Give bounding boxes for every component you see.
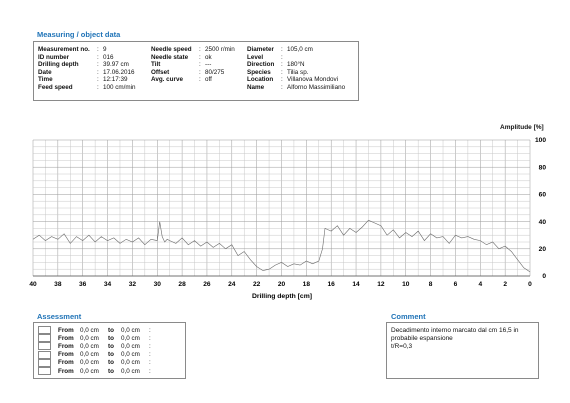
assessment-from-label: From <box>58 326 74 334</box>
meta-label: Drilling depth <box>38 61 79 69</box>
assessment-checkbox[interactable] <box>38 342 51 350</box>
x-tick-label: 8 <box>428 281 433 288</box>
assessment-colon: : <box>149 334 151 342</box>
meta-value: 100 cm/min <box>103 83 136 91</box>
x-axis-label: Drilling depth [cm] <box>251 293 313 300</box>
x-tick-label: 4 <box>478 281 483 288</box>
assessment-colon: : <box>149 326 151 334</box>
assessment-row <box>38 351 155 359</box>
comment-section-title: Comment <box>391 312 426 321</box>
assessment-to-value: 0,0 cm <box>121 359 140 367</box>
x-tick-label: 36 <box>79 281 87 288</box>
assessment-from-value: 0,0 cm <box>80 342 99 350</box>
assessment-checkbox[interactable] <box>38 367 51 375</box>
meta-label: Date <box>38 68 52 76</box>
meta-label: Location <box>247 76 274 84</box>
assessment-from-value: 0,0 cm <box>80 326 99 334</box>
meta-value: ok <box>205 53 212 61</box>
meta-label: Needle state <box>151 53 189 61</box>
assessment-row <box>38 359 155 367</box>
meta-label: Time <box>38 76 53 84</box>
x-tick-label: 26 <box>203 281 211 288</box>
measuring-section-title: Measuring / object data <box>37 30 121 39</box>
meta-label: Offset <box>151 68 170 76</box>
assessment-row <box>38 342 155 350</box>
assessment-to-label: to <box>108 334 114 342</box>
meta-label: Level <box>247 53 264 61</box>
meta-label: Species <box>247 68 271 76</box>
meta-label: Needle speed <box>151 46 192 53</box>
comment-box <box>386 322 539 379</box>
meta-row: ID number : 016 <box>38 53 114 61</box>
x-tick-label: 0 <box>528 281 532 288</box>
assessment-to-label: to <box>108 351 114 359</box>
meta-value: 39.97 cm <box>103 61 129 69</box>
assessment-checkbox[interactable] <box>38 359 51 367</box>
assessment-to-label: to <box>108 359 114 367</box>
assessment-from-label: From <box>58 342 74 350</box>
assessment-colon: : <box>149 367 151 375</box>
meta-label: Name <box>247 83 265 91</box>
meta-row: Drilling depth : 39.97 cm <box>38 61 129 69</box>
x-tick-label: 28 <box>178 281 186 288</box>
measuring-col-1 <box>38 46 136 92</box>
assessment-to-label: to <box>108 342 114 350</box>
assessment-row <box>38 334 155 342</box>
meta-value: 12:17:39 <box>103 76 128 84</box>
x-tick-label: 14 <box>352 281 360 288</box>
meta-label: Direction <box>247 61 275 69</box>
x-tick-label: 34 <box>103 281 112 288</box>
assessment-to-value: 0,0 cm <box>121 342 140 350</box>
x-tick-label: 10 <box>402 281 410 288</box>
measuring-col-3 <box>247 46 345 92</box>
meta-row: Level : <box>247 53 283 61</box>
meta-row: Name : Alforno Massimiliano <box>247 83 346 91</box>
x-tick-label: 24 <box>228 281 236 288</box>
assessment-colon: : <box>149 359 151 367</box>
meta-label: Measurement no. <box>38 46 90 53</box>
assessment-from-value: 0,0 cm <box>80 367 99 375</box>
x-tick-label: 30 <box>153 281 161 288</box>
assessment-colon: : <box>149 351 151 359</box>
meta-value: Villanova Mondovi <box>287 76 338 84</box>
y-tick-label: 100 <box>534 137 546 145</box>
x-tick-label: 18 <box>302 281 311 288</box>
meta-row: Feed speed : 100 cm/min <box>38 83 136 91</box>
y-axis-label: Amplitude [%] <box>500 124 544 131</box>
comment-text: Decadimento interno marcato dal cm 16,5 in probabile espansione t/R=0,3 <box>391 327 519 350</box>
assessment-checkbox[interactable] <box>38 334 51 342</box>
meta-row: Direction : 180°N <box>247 61 305 69</box>
meta-row: Location : Villanova Mondovi <box>247 76 338 84</box>
assessment-from-value: 0,0 cm <box>80 351 99 359</box>
assessment-to-value: 0,0 cm <box>121 326 140 334</box>
meta-label: Avg. curve <box>151 76 183 84</box>
meta-value: --- <box>205 61 212 69</box>
assessment-from-value: 0,0 cm <box>80 334 99 342</box>
assessment-checkbox[interactable] <box>38 326 51 334</box>
meta-value: Alforno Massimiliano <box>287 83 346 91</box>
assessment-to-label: to <box>108 367 114 375</box>
meta-row: Tilt : --- <box>151 61 212 69</box>
meta-value: 016 <box>103 53 114 61</box>
assessment-to-value: 0,0 cm <box>121 351 140 359</box>
assessment-colon: : <box>149 342 151 350</box>
x-tick-label: 22 <box>252 281 261 288</box>
meta-row: Time : 12:17:39 <box>38 76 128 84</box>
meta-value: 80/275 <box>205 68 225 76</box>
assessment-to-value: 0,0 cm <box>121 367 140 375</box>
measuring-data-box <box>33 41 359 101</box>
assessment-to-label: to <box>108 326 114 334</box>
x-tick-label: 6 <box>453 281 458 288</box>
meta-value: 17.06.2016 <box>103 68 135 76</box>
x-tick-label: 40 <box>29 281 37 288</box>
meta-row: Measurement no. : 9 <box>38 46 107 53</box>
assessment-from-value: 0,0 cm <box>80 359 99 367</box>
meta-value: 105,0 cm <box>287 46 313 53</box>
x-tick-label: 2 <box>503 281 507 288</box>
assessment-from-label: From <box>58 367 74 375</box>
assessment-box <box>33 322 186 379</box>
x-tick-label: 32 <box>128 281 137 288</box>
meta-value: 2500 r/min <box>205 46 235 53</box>
meta-label: ID number <box>38 53 70 61</box>
assessment-from-label: From <box>58 351 74 359</box>
y-tick-label: 20 <box>538 246 546 253</box>
meta-row: Date : 17.06.2016 <box>38 68 135 76</box>
meta-label: Feed speed <box>38 83 73 91</box>
meta-row: Species : Tilia sp. <box>247 68 309 76</box>
meta-row: Avg. curve : off <box>151 76 212 84</box>
meta-row: Offset : 80/275 <box>151 68 225 76</box>
assessment-from-label: From <box>58 334 74 342</box>
meta-label: Tilt <box>151 61 161 69</box>
x-tick-label: 38 <box>54 281 62 288</box>
meta-value: 180°N <box>287 61 305 69</box>
assessment-section-title: Assessment <box>37 312 82 321</box>
measuring-col-2 <box>151 46 235 84</box>
meta-value: 9 <box>103 46 107 53</box>
amplitude-chart <box>0 130 570 320</box>
assessment-row <box>38 326 155 334</box>
y-tick-label: 40 <box>538 218 546 226</box>
meta-value: off <box>205 76 212 84</box>
assessment-from-label: From <box>58 359 74 367</box>
meta-row: Diameter : 105,0 cm <box>247 46 313 53</box>
assessment-checkbox[interactable] <box>38 351 51 359</box>
meta-row: Needle speed : 2500 r/min <box>151 46 235 53</box>
meta-row: Needle state : ok <box>151 53 212 61</box>
y-tick-label: 60 <box>538 191 546 199</box>
assessment-row <box>38 367 155 375</box>
meta-value: Tilia sp. <box>287 68 309 76</box>
meta-label: Diameter <box>247 46 274 53</box>
x-tick-label: 12 <box>377 281 385 288</box>
y-tick-label: 0 <box>542 273 546 281</box>
x-tick-label: 16 <box>327 281 335 288</box>
x-tick-label: 20 <box>277 281 286 288</box>
y-tick-label: 80 <box>538 164 546 172</box>
assessment-to-value: 0,0 cm <box>121 334 140 342</box>
